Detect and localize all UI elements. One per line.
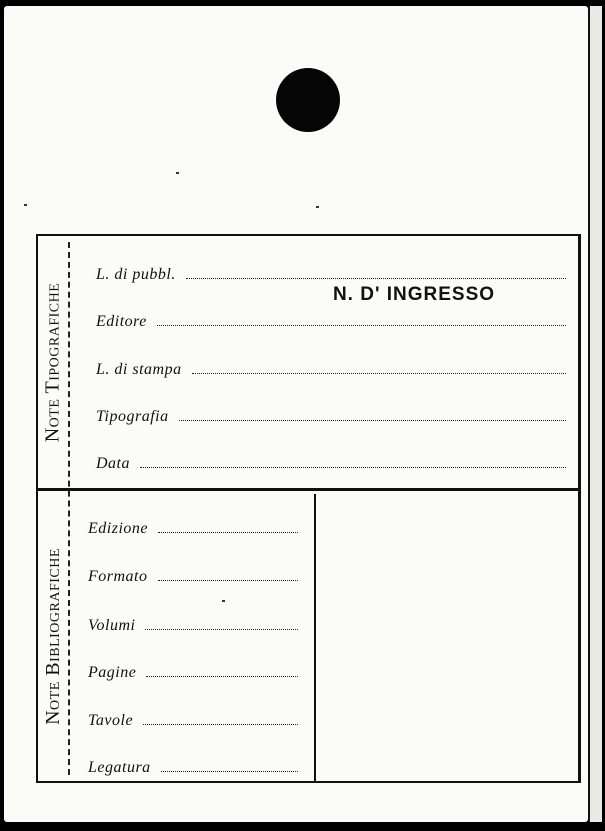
field-label: Tipografia — [96, 408, 169, 425]
dotted-line — [158, 532, 298, 533]
field-label: L. di stampa — [96, 361, 182, 378]
catalog-card — [4, 6, 588, 822]
field-edizione[interactable] — [88, 514, 298, 538]
field-label: Pagine — [88, 664, 137, 681]
dotted-line — [186, 278, 566, 279]
dotted-line — [158, 580, 299, 581]
field-label: Edizione — [88, 520, 148, 537]
field-tavole[interactable] — [88, 706, 298, 730]
field-label: L. di pubbl. — [96, 266, 176, 283]
punch-hole — [276, 68, 340, 132]
dotted-line — [140, 467, 566, 468]
field-luogo-stampa[interactable] — [96, 355, 566, 379]
field-label: Formato — [88, 568, 148, 585]
numero-ingresso-label: N. D' INGRESSO — [332, 284, 496, 305]
field-volumi[interactable] — [88, 611, 298, 635]
speck — [24, 204, 27, 206]
field-editore[interactable] — [96, 307, 566, 331]
dotted-line — [192, 373, 566, 374]
horizontal-divider — [38, 488, 578, 491]
vertical-divider — [68, 242, 70, 775]
field-legatura[interactable] — [88, 753, 298, 777]
section-title: Note Tipografiche — [41, 282, 64, 442]
field-luogo-pubblicazione[interactable] — [96, 260, 566, 284]
dotted-line — [146, 676, 298, 677]
field-data[interactable] — [96, 449, 566, 473]
field-label: Data — [96, 455, 130, 472]
dotted-line — [143, 724, 298, 725]
field-label: Editore — [96, 313, 147, 330]
field-label: Legatura — [88, 759, 151, 776]
dotted-line — [145, 629, 298, 630]
field-tipografia[interactable] — [96, 402, 566, 426]
dotted-line — [179, 420, 566, 421]
speck — [316, 206, 319, 208]
column-divider — [314, 494, 316, 781]
field-label: Tavole — [88, 712, 134, 729]
section-title: Note Bibliografiche — [41, 547, 64, 725]
field-label: Volumi — [88, 617, 136, 634]
note-bibliografiche-label — [38, 491, 68, 781]
dotted-line — [157, 325, 566, 326]
field-pagine[interactable] — [88, 658, 298, 682]
dotted-line — [161, 771, 298, 772]
speck — [176, 172, 179, 174]
note-tipografiche-label — [38, 236, 68, 488]
form-box — [36, 234, 581, 783]
field-formato[interactable] — [88, 562, 298, 586]
